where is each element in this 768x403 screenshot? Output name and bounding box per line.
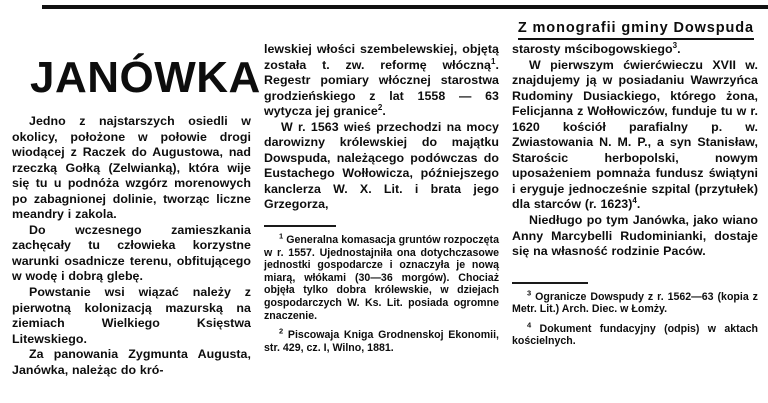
column-two-footnotes-wrap: [264, 225, 499, 354]
footnote-number: 3: [527, 288, 532, 298]
paragraph-text: starosty mścibogowskiego: [512, 42, 673, 56]
footnote-marker-2: 2: [377, 103, 383, 113]
column-two-footnotes: [264, 231, 499, 354]
paragraph-text: .: [636, 197, 641, 212]
column-three-footnotes-wrap: [512, 282, 758, 348]
running-head: Z monografii gminy Dowspuda: [518, 21, 754, 40]
column-two-body: [264, 42, 499, 213]
footnote-marker-3: 3: [672, 40, 678, 50]
footnote-separator-rule: [264, 225, 336, 227]
paragraph: [512, 58, 758, 213]
column-one-body: [12, 114, 251, 378]
footnote-separator-rule: [512, 282, 588, 284]
footnote-text: Dokument fundacyjny (odpis) w aktach kościelnych.: [512, 322, 758, 348]
paragraph: Za panowania Zygmunta Augusta, Janówka, należąc do kró-: [12, 347, 251, 377]
column-two: [264, 40, 512, 400]
paragraph: Powstanie wsi wiązać należy z pierwotną kolonizacją mazurską na ziemiach Wielkiego Księstwa Litewskiego.: [12, 285, 251, 346]
paragraph: Jedno z najstarszych osiedli w okolicy, położone w połowie drogi wiodącej z Raczek do Augustowa, nad rzeczką Gołką (Zelwianką), która wije się tu u podnóża wzgórz morenowych po zabagnionej dolinie, tworząc liczne meandry i zakola.: [12, 114, 251, 222]
paragraph: Do wczesnego zamieszkania zachęcały tu człowieka korzystne warunki osadnicze terenu, obfitującego w wodę i dobrą glebę.: [12, 222, 251, 284]
footnote-number: 4: [527, 320, 532, 330]
column-three-body: [512, 42, 758, 260]
footnote: [264, 326, 499, 354]
column-three-footnotes: [512, 288, 758, 348]
article-columns: [12, 40, 760, 400]
paragraph: Niedługo po tym Janówka, jako wiano Anny Marcybelli Rudominianki, dostaje się na własność rodzinie Paców.: [512, 213, 758, 259]
footnote-marker-1: 1: [491, 56, 496, 66]
footnote-marker-4: 4: [632, 196, 637, 206]
footnote: [264, 231, 499, 322]
footnote-text: Generalna komasacja gruntów rozpoczęta w r. 1557. Ujednostajniła ona dotychczasowe jednostki gospodarcze i oznaczyła je nową miarą, włókami (30—36 morgów). Chociaż objęła tylko dobra królewskie, w dziejach gospodarczych W. Ks. Lit. posiada ogromne znaczenie.: [264, 234, 499, 322]
paragraph-text: lewskiej włości szembelewskiej, objętą została t. zw. reformę włóczną: [264, 42, 499, 72]
footnote-number: 2: [279, 326, 284, 336]
footnote-text: Ogranicze Dowspudy z r. 1562—63 (kopia z Metr. Lit.) Arch. Diec. w Łomży.: [512, 290, 758, 316]
footnote: [512, 288, 758, 316]
column-one: [12, 40, 264, 400]
paragraph-continued: [264, 42, 499, 120]
paragraph-text: .: [677, 42, 681, 56]
article-headline: JANÓWKA: [30, 53, 261, 102]
paragraph-continued: [512, 42, 758, 58]
paragraph-text: W pierwszym ćwierćwieczu XVII w. znajdujemy ją w posiadaniu Wawrzyńca Rudominy Dusiackiego, którego żona, Felicjanna z Wołłowiczów, funduje tu w r. 1620 kościół parafialny p. w. Zwiastowania N. M. P., a syn Stanisław, Starościc herbopolski, nowym uposażeniem pomnaża fundusz świątyni i eryguje jednocześnie szpital (przytułek) dla starców (r. 1623): [512, 57, 758, 212]
top-border-rule: [42, 5, 768, 9]
footnote-text: Piscowaja Kniga Grodnenskoj Ekonomii, str. 429, cz. I, Wilno, 1881.: [264, 329, 499, 354]
paragraph: W r. 1563 wieś przechodzi na mocy darowizny królewskiej do majątku Dowspuda, należącego podówczas do Eustachego Wołłowicza, późniejszego kanclerza W. X. Lit. i brata jego Grzegorza,: [264, 119, 499, 212]
paragraph-text: . Regestr pomiary włócznej starostwa grodzieńskiego z lat 1558 — 63 wytycza jej granice: [264, 57, 499, 119]
paragraph-text: .: [382, 104, 386, 119]
footnote: [512, 320, 758, 348]
column-three: [512, 40, 760, 400]
footnote-number: 1: [279, 231, 284, 241]
